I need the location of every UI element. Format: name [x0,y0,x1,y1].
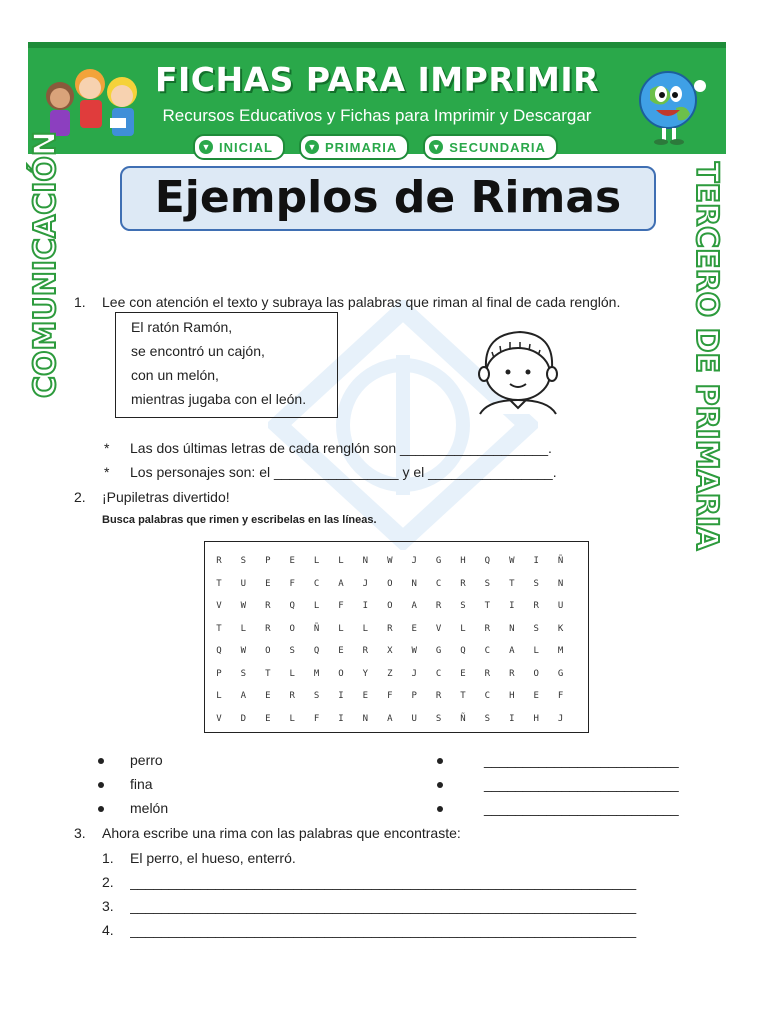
grid-letter: E [289,556,295,566]
q3-number: 3. [74,825,86,841]
word-item: melón [130,800,169,816]
grid-letter: G [435,646,442,656]
grid-letter: H [533,713,539,724]
grid-letter: E [362,691,369,701]
grid-letter: R [509,668,515,679]
q1-instruction: Lee con atención el texto y subraya las palabras que riman al final de cada renglón. [102,294,621,310]
grid-letter: N [557,578,564,589]
boy-face-illustration [470,322,566,418]
grid-letter: O [265,646,271,656]
grid-letter: C [484,646,491,656]
grid-letter: A [387,713,393,724]
grid-letter: F [557,691,564,701]
grid-letter: J [362,578,369,589]
q3-item-line: _________________________________________________________________ [130,922,637,938]
grid-letter: F [289,578,295,589]
grid-letter: F [313,713,320,724]
grid-letter: L [289,668,295,679]
grid-letter: J [411,668,417,679]
grid-letter: S [484,713,491,724]
grid-letter: T [216,623,222,634]
bullet [98,782,104,788]
grid-letter: P [265,556,271,566]
page-title: Ejemplos de Rimas [154,172,622,223]
grid-letter: T [265,668,271,679]
grid-letter: S [533,623,539,634]
header-banner [28,42,726,154]
grid-letter: N [509,623,515,634]
grid-letter: S [240,556,247,566]
q1-sub1: Las dos últimas letras de cada renglón son ___________________. [130,440,552,456]
grid-letter: W [411,646,417,656]
q3-item-number: 4. [102,922,114,938]
poem-box [115,312,338,418]
grid-letter: R [460,578,466,589]
grid-letter: S [460,601,466,611]
grid-letter: I [533,556,539,566]
grid-letter: U [411,713,417,724]
star-bullet: * [104,440,110,456]
grid-letter: S [240,668,247,679]
grid-letter: N [362,556,369,566]
grid-letter: T [216,578,222,589]
grid-letter: I [509,601,515,611]
answer-blank: _________________________ [484,800,679,816]
grid-letter: L [289,713,295,724]
grid-letter: X [387,646,393,656]
down-arrow-icon: ▼ [199,140,213,154]
bullet [437,806,443,812]
grid-letter: I [509,713,515,724]
grid-letter: Q [484,556,491,566]
grid-letter: R [484,623,491,634]
grid-letter: S [313,691,320,701]
q1-number: 1. [74,294,86,310]
q2-number: 2. [74,489,86,505]
page-title-box [120,166,656,231]
grid-row [205,708,588,730]
grid-letter: E [265,578,271,589]
grid-letter: L [460,623,466,634]
grid-letter: O [387,578,393,589]
bullet [437,782,443,788]
down-arrow-icon: ▼ [429,140,443,154]
down-arrow-icon: ▼ [305,140,319,154]
grid-letter: Y [362,668,369,679]
poem-line: El ratón Ramón, [131,319,233,335]
star-bullet: * [104,464,110,480]
grid-letter: Ñ [557,556,564,566]
grid-letter: R [387,623,393,634]
grid-letter: I [362,601,369,611]
grid-letter: R [289,691,295,701]
grid-letter: N [411,578,417,589]
grid-letter: H [509,691,515,701]
q2-title: ¡Pupiletras divertido! [102,489,230,505]
grid-letter: O [289,623,295,634]
grid-letter: E [411,623,417,634]
q3-item-number: 3. [102,898,114,914]
grid-letter: E [265,713,271,724]
grid-letter: N [362,713,369,724]
grid-letter: R [265,623,271,634]
grid-letter: Ñ [460,713,466,724]
grid-letter: U [557,601,564,611]
grid-letter: L [362,623,369,634]
grid-letter: L [338,556,344,566]
grid-row [205,640,588,662]
grid-letter: Q [460,646,466,656]
grid-row [205,685,588,707]
grid-letter: A [240,691,247,701]
grid-letter: O [338,668,344,679]
level-primaria-button[interactable]: ▼ PRIMARIA [299,134,409,160]
globe-mascot-icon [628,62,714,148]
grid-letter: V [216,601,222,611]
q2-instruction: Busca palabras que rimen y escribelas en las líneas. [102,514,377,526]
grid-letter: Q [289,601,295,611]
grid-letter: V [435,623,442,634]
grid-letter: R [533,601,539,611]
grid-letter: S [289,646,295,656]
bullet [437,758,443,764]
grid-letter: E [460,668,466,679]
grid-letter: Ñ [313,623,320,634]
grid-letter: R [362,646,369,656]
grid-letter: I [338,691,344,701]
grid-letter: J [411,556,417,566]
grid-letter: T [484,601,491,611]
word-item: perro [130,752,163,768]
grid-row [205,550,588,572]
grid-letter: D [240,713,247,724]
grid-letter: E [265,691,271,701]
grid-letter: W [509,556,515,566]
bullet [98,806,104,812]
answer-blank: _________________________ [484,776,679,792]
poem-line: con un melón, [131,367,219,383]
grid-letter: C [313,578,320,589]
grid-letter: R [435,691,442,701]
grid-letter: V [216,713,222,724]
grid-letter: E [338,646,344,656]
grid-letter: A [509,646,515,656]
q1-sub2: Los personajes son: el ________________ y el ________________. [130,464,557,480]
grid-letter: W [240,601,247,611]
grid-letter: L [533,646,539,656]
grid-letter: I [338,713,344,724]
grid-letter: A [411,601,417,611]
poem-line: mientras jugaba con el león. [131,391,307,407]
subject-side-label: COMUNICACIÓN [28,130,63,398]
grid-letter: U [240,578,247,589]
grid-letter: S [435,713,442,724]
grid-letter: T [509,578,515,589]
grid-letter: F [338,601,344,611]
grid-letter: Q [216,646,222,656]
grid-letter: P [411,691,417,701]
level-links [193,134,558,160]
grid-letter: G [557,668,564,679]
grid-letter: K [557,623,564,634]
grid-letter: S [533,578,539,589]
grid-letter: L [338,623,344,634]
grid-letter: A [338,578,344,589]
grid-letter: H [460,556,466,566]
grid-letter: C [435,668,442,679]
grid-letter: L [216,691,222,701]
q3-item-line: _________________________________________________________________ [130,898,637,914]
q3-item-number: 2. [102,874,114,890]
grid-letter: R [484,668,491,679]
grid-letter: J [557,713,564,724]
grid-letter: L [313,601,320,611]
grid-letter: M [313,668,320,679]
grid-letter: C [484,691,491,701]
grid-letter: W [240,646,247,656]
grade-side-label: TERCERO DE PRIMARIA [689,162,724,551]
q3-item-number: 1. [102,850,114,866]
word-search-grid [204,541,589,733]
grid-letter: L [313,556,320,566]
grid-letter: T [460,691,466,701]
level-inicial-button[interactable]: ▼ INICIAL [193,134,285,160]
grid-letter: S [484,578,491,589]
grid-letter: R [435,601,442,611]
grid-letter: W [387,556,393,566]
grid-row [205,618,588,640]
bullet [98,758,104,764]
grid-letter: O [387,601,393,611]
answer-blank: _________________________ [484,752,679,768]
grid-letter: Z [387,668,393,679]
grid-letter: L [240,623,247,634]
grid-row [205,573,588,595]
grid-letter: P [216,668,222,679]
grid-row [205,595,588,617]
grid-letter: E [533,691,539,701]
word-item: fina [130,776,153,792]
level-secundaria-button[interactable]: ▼ SECUNDARIA [423,134,558,160]
grid-letter: Q [313,646,320,656]
grid-letter: O [533,668,539,679]
q3-item-line: _________________________________________________________________ [130,874,637,890]
grid-letter: G [435,556,442,566]
q3-instruction: Ahora escribe una rima con las palabras que encontraste: [102,825,461,841]
grid-letter: R [265,601,271,611]
grid-letter: F [387,691,393,701]
site-title: FICHAS PARA IMPRIMIR [154,60,600,99]
site-subtitle: Recursos Educativos y Fichas para Imprimir y Descargar [162,106,592,125]
grid-letter: M [557,646,564,656]
grid-row [205,663,588,685]
grid-letter: C [435,578,442,589]
poem-line: se encontró un cajón, [131,343,265,359]
q3-item-text: El perro, el hueso, enterró. [130,850,296,866]
grid-letter: R [216,556,222,566]
